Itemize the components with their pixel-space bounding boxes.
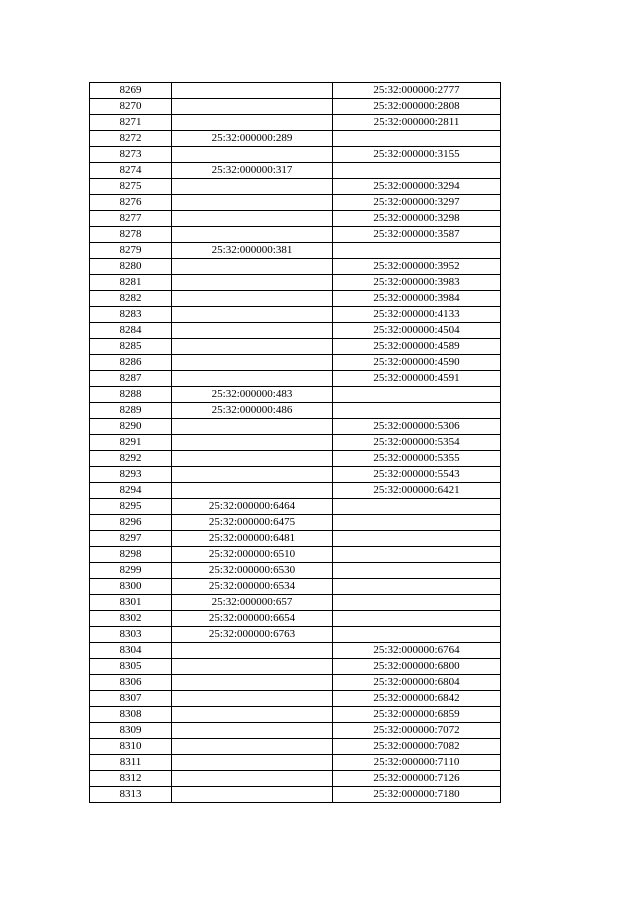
cadastral-number-cell-b	[333, 563, 501, 579]
table-row	[90, 691, 501, 707]
row-number-cell: 8291	[90, 435, 172, 451]
table-row	[90, 131, 501, 147]
cadastral-number-cell-a	[172, 723, 333, 739]
row-number-cell: 8277	[90, 211, 172, 227]
cadastral-number-cell-b: 25:32:000000:7082	[333, 739, 501, 755]
table-row	[90, 355, 501, 371]
cadastral-number-cell-b: 25:32:000000:5355	[333, 451, 501, 467]
cadastral-number-cell-a	[172, 659, 333, 675]
table-row	[90, 579, 501, 595]
cadastral-number-cell-a	[172, 275, 333, 291]
cadastral-number-cell-b: 25:32:000000:7110	[333, 755, 501, 771]
table-row	[90, 227, 501, 243]
cadastral-number-cell-a	[172, 115, 333, 131]
row-number-cell: 8290	[90, 419, 172, 435]
cadastral-number-cell-b: 25:32:000000:7072	[333, 723, 501, 739]
cadastral-number-cell-b	[333, 515, 501, 531]
cadastral-number-cell-a	[172, 147, 333, 163]
table-row	[90, 643, 501, 659]
cadastral-number-cell-a	[172, 99, 333, 115]
cadastral-number-cell-a	[172, 179, 333, 195]
cadastral-number-cell-b	[333, 611, 501, 627]
cadastral-number-cell-b: 25:32:000000:4591	[333, 371, 501, 387]
cadastral-number-cell-b	[333, 627, 501, 643]
cadastral-number-cell-b	[333, 131, 501, 147]
cadastral-number-cell-a	[172, 323, 333, 339]
cadastral-number-cell-a: 25:32:000000:381	[172, 243, 333, 259]
table-row	[90, 531, 501, 547]
row-number-cell: 8296	[90, 515, 172, 531]
cadastral-number-cell-b: 25:32:000000:7126	[333, 771, 501, 787]
cadastral-number-cell-a	[172, 259, 333, 275]
row-number-cell: 8274	[90, 163, 172, 179]
row-number-cell: 8288	[90, 387, 172, 403]
cadastral-number-cell-b	[333, 163, 501, 179]
cadastral-number-cell-a: 25:32:000000:6464	[172, 499, 333, 515]
cadastral-number-cell-a	[172, 371, 333, 387]
cadastral-number-cell-a: 25:32:000000:6654	[172, 611, 333, 627]
row-number-cell: 8276	[90, 195, 172, 211]
row-number-cell: 8309	[90, 723, 172, 739]
cadastral-number-cell-a: 25:32:000000:6534	[172, 579, 333, 595]
table-row	[90, 387, 501, 403]
row-number-cell: 8297	[90, 531, 172, 547]
cadastral-number-cell-a	[172, 739, 333, 755]
table-row	[90, 515, 501, 531]
cadastral-number-table	[89, 82, 501, 803]
cadastral-number-cell-b: 25:32:000000:6842	[333, 691, 501, 707]
row-number-cell: 8280	[90, 259, 172, 275]
cadastral-number-cell-a	[172, 467, 333, 483]
table-row	[90, 307, 501, 323]
table-row	[90, 99, 501, 115]
cadastral-number-cell-a: 25:32:000000:657	[172, 595, 333, 611]
cadastral-number-cell-a	[172, 771, 333, 787]
cadastral-number-cell-a: 25:32:000000:486	[172, 403, 333, 419]
row-number-cell: 8292	[90, 451, 172, 467]
row-number-cell: 8278	[90, 227, 172, 243]
cadastral-number-cell-a: 25:32:000000:6510	[172, 547, 333, 563]
table-row	[90, 659, 501, 675]
cadastral-number-cell-a	[172, 451, 333, 467]
cadastral-number-cell-b: 25:32:000000:6859	[333, 707, 501, 723]
cadastral-number-cell-b: 25:32:000000:2777	[333, 83, 501, 99]
cadastral-number-cell-b: 25:32:000000:4589	[333, 339, 501, 355]
row-number-cell: 8293	[90, 467, 172, 483]
cadastral-number-cell-b: 25:32:000000:4590	[333, 355, 501, 371]
row-number-cell: 8273	[90, 147, 172, 163]
table-row	[90, 83, 501, 99]
table-row	[90, 179, 501, 195]
cadastral-number-cell-b: 25:32:000000:3984	[333, 291, 501, 307]
table-row	[90, 675, 501, 691]
row-number-cell: 8303	[90, 627, 172, 643]
cadastral-number-cell-b: 25:32:000000:6800	[333, 659, 501, 675]
row-number-cell: 8306	[90, 675, 172, 691]
table-row	[90, 259, 501, 275]
cadastral-number-cell-a: 25:32:000000:483	[172, 387, 333, 403]
table-row	[90, 771, 501, 787]
row-number-cell: 8298	[90, 547, 172, 563]
cadastral-number-cell-b: 25:32:000000:3587	[333, 227, 501, 243]
table-row	[90, 371, 501, 387]
table-row	[90, 787, 501, 803]
row-number-cell: 8307	[90, 691, 172, 707]
cadastral-number-cell-b: 25:32:000000:6804	[333, 675, 501, 691]
row-number-cell: 8270	[90, 99, 172, 115]
row-number-cell: 8289	[90, 403, 172, 419]
cadastral-number-cell-b: 25:32:000000:6764	[333, 643, 501, 659]
cadastral-number-cell-a	[172, 195, 333, 211]
row-number-cell: 8275	[90, 179, 172, 195]
cadastral-number-cell-b	[333, 531, 501, 547]
table-row	[90, 339, 501, 355]
cadastral-number-cell-b	[333, 547, 501, 563]
cadastral-number-cell-b: 25:32:000000:3952	[333, 259, 501, 275]
cadastral-number-cell-b	[333, 499, 501, 515]
cadastral-number-cell-a: 25:32:000000:6763	[172, 627, 333, 643]
table-row	[90, 595, 501, 611]
table-row	[90, 467, 501, 483]
table-row	[90, 403, 501, 419]
row-number-cell: 8300	[90, 579, 172, 595]
cadastral-number-cell-b: 25:32:000000:4504	[333, 323, 501, 339]
row-number-cell: 8302	[90, 611, 172, 627]
table-row	[90, 499, 501, 515]
cadastral-number-cell-b: 25:32:000000:5543	[333, 467, 501, 483]
cadastral-number-cell-b	[333, 243, 501, 259]
cadastral-number-cell-b: 25:32:000000:3155	[333, 147, 501, 163]
row-number-cell: 8272	[90, 131, 172, 147]
table-row	[90, 723, 501, 739]
row-number-cell: 8310	[90, 739, 172, 755]
row-number-cell: 8269	[90, 83, 172, 99]
table-row	[90, 147, 501, 163]
cadastral-number-cell-b: 25:32:000000:3983	[333, 275, 501, 291]
table-row	[90, 627, 501, 643]
cadastral-number-cell-a	[172, 211, 333, 227]
table-row	[90, 243, 501, 259]
row-number-cell: 8282	[90, 291, 172, 307]
cadastral-number-cell-a	[172, 291, 333, 307]
table-row	[90, 323, 501, 339]
row-number-cell: 8286	[90, 355, 172, 371]
table-row	[90, 435, 501, 451]
cadastral-number-cell-a	[172, 83, 333, 99]
cadastral-number-cell-b: 25:32:000000:6421	[333, 483, 501, 499]
cadastral-number-cell-a	[172, 339, 333, 355]
table-row	[90, 739, 501, 755]
table-row	[90, 611, 501, 627]
row-number-cell: 8284	[90, 323, 172, 339]
row-number-cell: 8312	[90, 771, 172, 787]
cadastral-number-cell-b: 25:32:000000:5306	[333, 419, 501, 435]
table-row	[90, 115, 501, 131]
cadastral-number-cell-b: 25:32:000000:4133	[333, 307, 501, 323]
cadastral-number-cell-a	[172, 643, 333, 659]
cadastral-number-cell-a	[172, 755, 333, 771]
cadastral-number-cell-a	[172, 483, 333, 499]
cadastral-number-cell-a: 25:32:000000:6530	[172, 563, 333, 579]
cadastral-number-cell-a: 25:32:000000:6481	[172, 531, 333, 547]
table-row	[90, 275, 501, 291]
cadastral-number-cell-a	[172, 355, 333, 371]
table-row	[90, 451, 501, 467]
row-number-cell: 8285	[90, 339, 172, 355]
table-row	[90, 547, 501, 563]
cadastral-number-cell-a	[172, 307, 333, 323]
cadastral-number-cell-a	[172, 675, 333, 691]
row-number-cell: 8271	[90, 115, 172, 131]
table-row	[90, 483, 501, 499]
row-number-cell: 8305	[90, 659, 172, 675]
table-row	[90, 707, 501, 723]
row-number-cell: 8299	[90, 563, 172, 579]
row-number-cell: 8304	[90, 643, 172, 659]
cadastral-number-cell-a	[172, 435, 333, 451]
cadastral-number-cell-a	[172, 707, 333, 723]
row-number-cell: 8294	[90, 483, 172, 499]
cadastral-number-cell-a: 25:32:000000:289	[172, 131, 333, 147]
cadastral-number-cell-a: 25:32:000000:6475	[172, 515, 333, 531]
cadastral-number-cell-b: 25:32:000000:3298	[333, 211, 501, 227]
table-row	[90, 563, 501, 579]
cadastral-number-cell-a	[172, 787, 333, 803]
cadastral-number-cell-b	[333, 595, 501, 611]
row-number-cell: 8311	[90, 755, 172, 771]
table-row	[90, 419, 501, 435]
row-number-cell: 8281	[90, 275, 172, 291]
row-number-cell: 8287	[90, 371, 172, 387]
row-number-cell: 8279	[90, 243, 172, 259]
cadastral-number-cell-b	[333, 387, 501, 403]
cadastral-number-cell-b: 25:32:000000:3297	[333, 195, 501, 211]
cadastral-number-cell-b	[333, 579, 501, 595]
table-row	[90, 211, 501, 227]
table-row	[90, 163, 501, 179]
table-body	[90, 83, 501, 803]
row-number-cell: 8301	[90, 595, 172, 611]
row-number-cell: 8308	[90, 707, 172, 723]
row-number-cell: 8313	[90, 787, 172, 803]
table-row	[90, 195, 501, 211]
cadastral-number-cell-a: 25:32:000000:317	[172, 163, 333, 179]
row-number-cell: 8295	[90, 499, 172, 515]
cadastral-number-cell-b: 25:32:000000:5354	[333, 435, 501, 451]
cadastral-number-cell-a	[172, 691, 333, 707]
cadastral-number-cell-a	[172, 419, 333, 435]
cadastral-number-cell-b: 25:32:000000:7180	[333, 787, 501, 803]
table-row	[90, 755, 501, 771]
cadastral-number-cell-b	[333, 403, 501, 419]
cadastral-number-cell-b: 25:32:000000:3294	[333, 179, 501, 195]
row-number-cell: 8283	[90, 307, 172, 323]
cadastral-number-cell-a	[172, 227, 333, 243]
cadastral-number-cell-b: 25:32:000000:2808	[333, 99, 501, 115]
cadastral-number-cell-b: 25:32:000000:2811	[333, 115, 501, 131]
table-row	[90, 291, 501, 307]
